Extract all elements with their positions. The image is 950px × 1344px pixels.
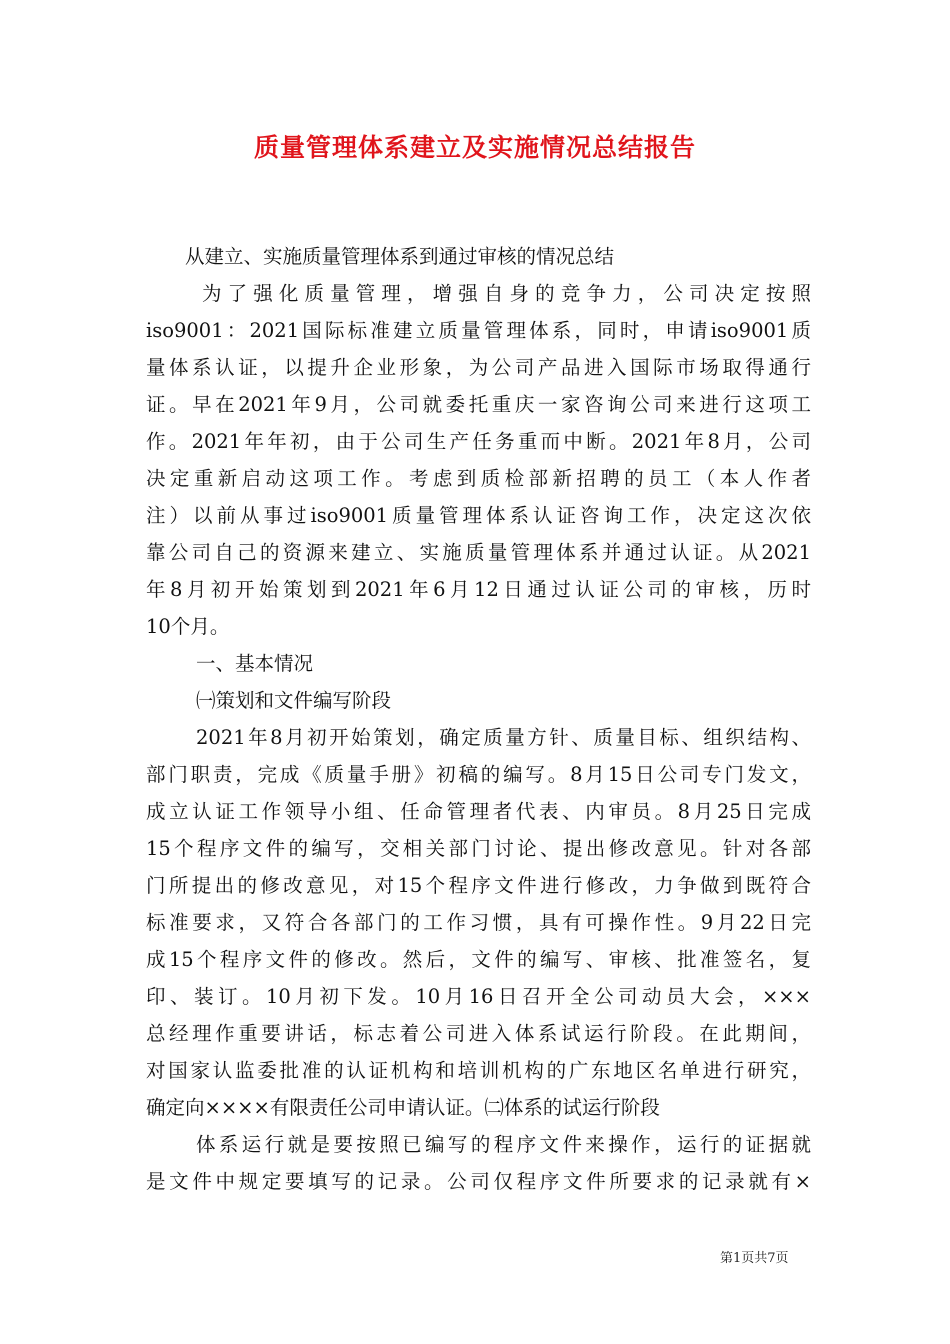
text-line: iso9001：2021国际标准建立质量管理体系，同时，申请iso9001质	[146, 319, 811, 342]
text-line: 部门职责，完成《质量手册》初稿的编写。8月15日公司专门发文，	[146, 763, 811, 786]
text-line: 对国家认监委批准的认证机构和培训机构的广东地区名单进行研究，	[146, 1059, 811, 1082]
text-line: 门所提出的修改意见，对15个程序文件进行修改，力争做到既符合	[146, 874, 811, 897]
text-line: 注）以前从事过iso9001质量管理体系认证咨询工作，决定这次依	[146, 504, 811, 527]
text-line: 量体系认证，以提升企业形象，为公司产品进入国际市场取得通行	[146, 356, 811, 379]
text-line: 成立认证工作领导小组、任命管理者代表、内审员。8月25日完成	[146, 800, 811, 823]
text-line: 决定重新启动这项工作。考虑到质检部新招聘的员工（本人作者	[146, 467, 811, 490]
text-line: 作。2021年年初，由于公司生产任务重而中断。2021年8月，公司	[146, 430, 811, 453]
text-line: 10个月。	[146, 615, 230, 638]
text-line: 15个程序文件的编写，交相关部门讨论、提出修改意见。针对各部	[146, 837, 811, 860]
text-line: 从建立、实施质量管理体系到通过审核的情况总结	[185, 245, 615, 268]
document-body	[146, 238, 811, 1200]
section-heading: 一、基本情况	[196, 652, 314, 675]
page-footer: 第1页共7页	[720, 1251, 789, 1266]
text-line: 确定向××××有限责任公司申请认证。㈡体系的试运行阶段	[146, 1096, 660, 1119]
text-line: 为了强化质量管理，增强自身的竞争力，公司决定按照	[202, 282, 811, 305]
text-line: 年8月初开始策划到2021年6月12日通过认证公司的审核，历时	[146, 578, 811, 601]
text-line: 靠公司自己的资源来建立、实施质量管理体系并通过认证。从2021	[146, 541, 811, 564]
text-line: 总经理作重要讲话，标志着公司进入体系试运行阶段。在此期间，	[146, 1022, 811, 1045]
document-title: 质量管理体系建立及实施情况总结报告	[253, 133, 696, 162]
text-line: 2021年8月初开始策划，确定质量方针、质量目标、组织结构、	[196, 726, 811, 749]
text-line: 印、装订。10月初下发。10月16日召开全公司动员大会，×××	[146, 985, 811, 1008]
subsection-heading: ㈠策划和文件编写阶段	[196, 689, 392, 712]
text-line: 标准要求，又符合各部门的工作习惯，具有可操作性。9月22日完	[146, 911, 811, 934]
text-line: 成15个程序文件的修改。然后，文件的编写、审核、批准签名，复	[146, 948, 811, 971]
text-line: 体系运行就是要按照已编写的程序文件来操作，运行的证据就	[196, 1133, 811, 1156]
text-line: 证。早在2021年9月，公司就委托重庆一家咨询公司来进行这项工	[146, 393, 811, 416]
text-line: 是文件中规定要填写的记录。公司仅程序文件所要求的记录就有×	[146, 1170, 811, 1193]
